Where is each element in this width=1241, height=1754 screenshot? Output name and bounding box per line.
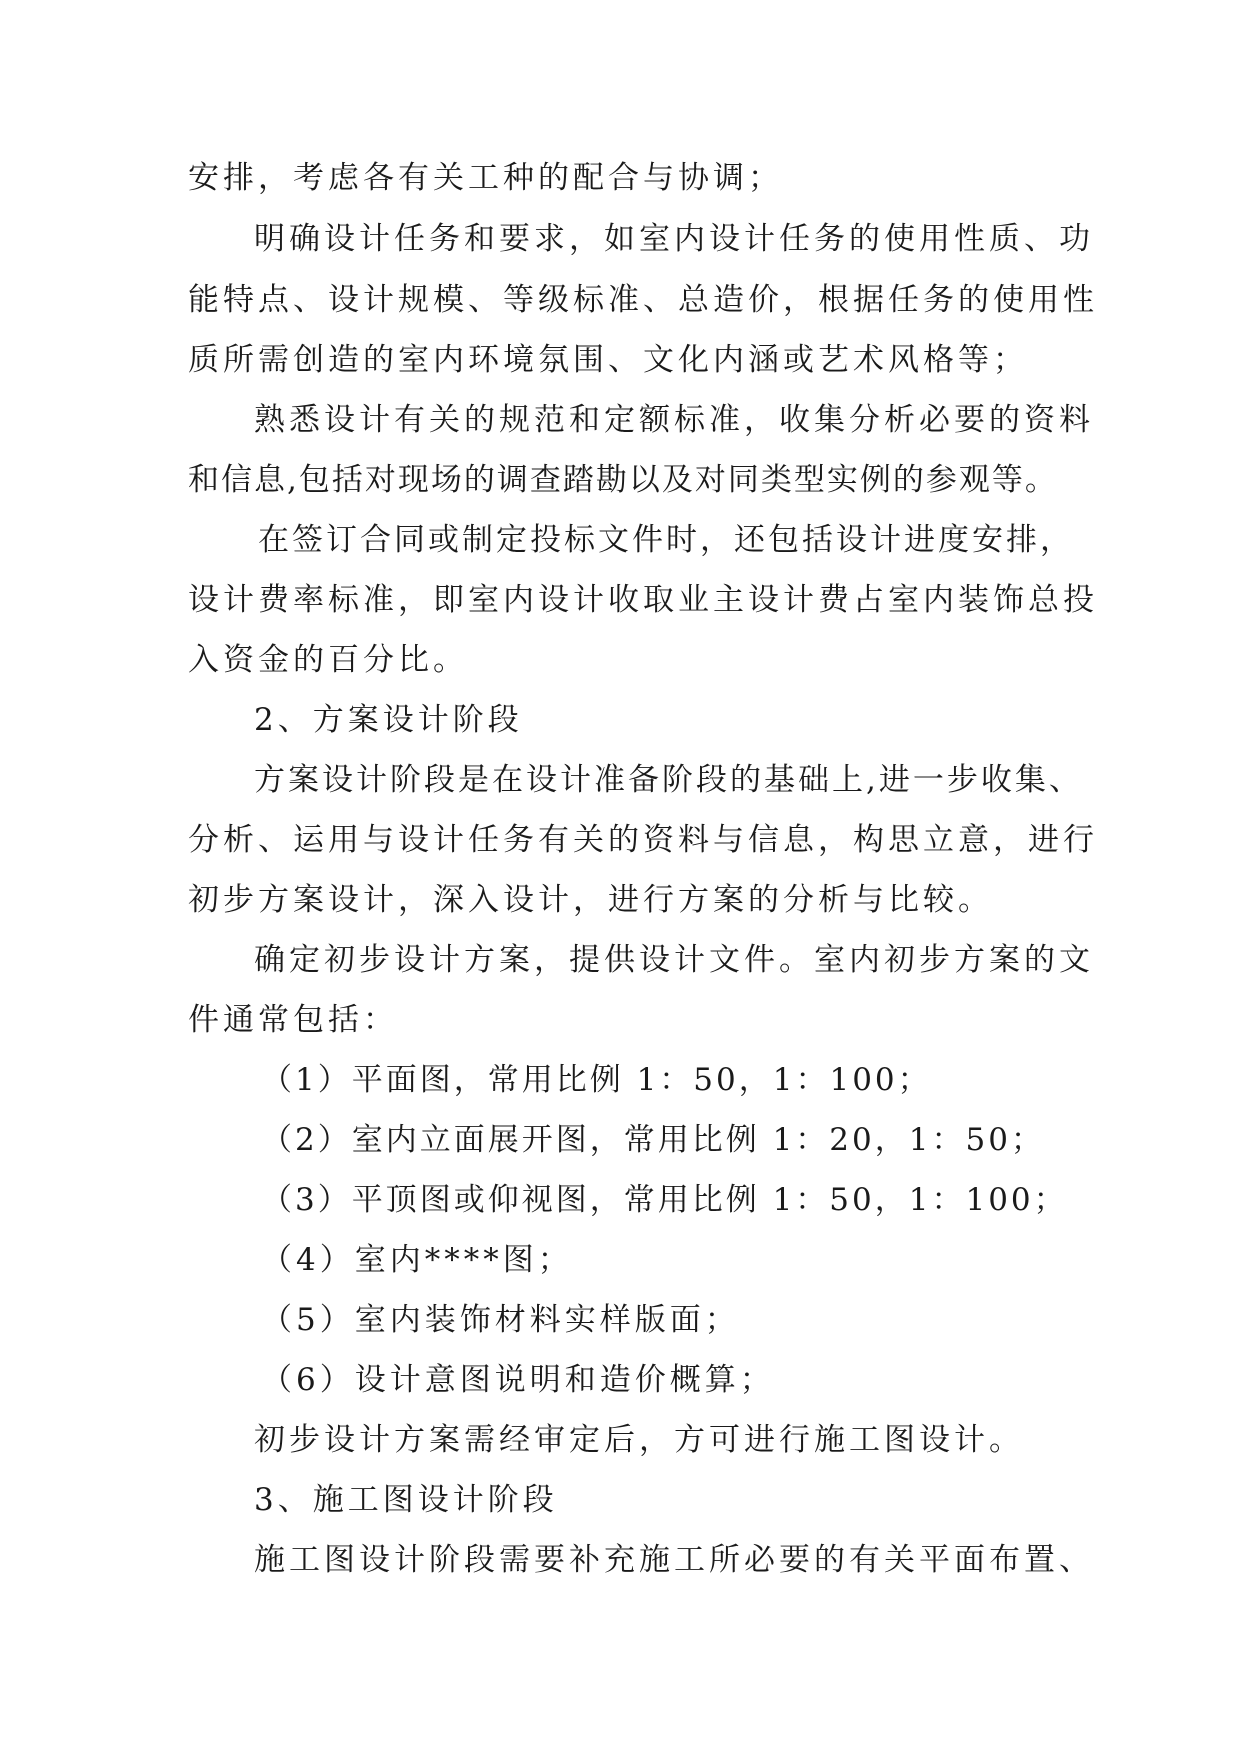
text-line: 和信息,包括对现场的调查踏勘以及对同类型实例的参观等。 (188, 462, 1058, 498)
text-line: 明确设计任务和要求，如室内设计任务的使用性质、功 (254, 221, 1094, 257)
text-line: 件通常包括： (188, 1002, 398, 1038)
text-line: 安排，考虑各有关工种的配合与协调； (188, 160, 783, 196)
text-line: 在签订合同或制定投标文件时，还包括设计进度安排， (258, 522, 1074, 558)
section-heading: 2、方案设计阶段 (254, 702, 523, 738)
text-line: 确定初步设计方案，提供设计文件。室内初步方案的文 (254, 942, 1094, 978)
text-line: 能特点、设计规模、等级标准、总造价，根据任务的使用性 (188, 282, 1098, 318)
section-heading: 3、施工图设计阶段 (254, 1482, 558, 1518)
text-line: 熟悉设计有关的规范和定额标准，收集分析必要的资料 (254, 402, 1094, 438)
text-line: 初步方案设计，深入设计，进行方案的分析与比较。 (188, 882, 993, 918)
text-line: 施工图设计阶段需要补充施工所必要的有关平面布置、 (254, 1542, 1094, 1578)
text-line: 设计费率标准，即室内设计收取业主设计费占室内装饰总投 (188, 582, 1098, 618)
list-item: （4）室内****图； (261, 1242, 573, 1278)
text-line: 入资金的百分比。 (188, 642, 468, 678)
list-item: （1）平面图，常用比例 1：50，1：100； (261, 1062, 932, 1098)
list-item: （5）室内装饰材料实样版面； (261, 1302, 740, 1338)
list-item: （6）设计意图说明和造价概算； (261, 1362, 775, 1398)
text-line: 方案设计阶段是在设计准备阶段的基础上,进一步收集、 (254, 762, 1083, 798)
text-line: 质所需创造的室内环境氛围、文化内涵或艺术风格等； (188, 342, 1028, 378)
list-item: （2）室内立面展开图，常用比例 1：20，1：50； (261, 1122, 1045, 1158)
list-item: （3）平顶图或仰视图，常用比例 1：50，1：100； (261, 1182, 1068, 1218)
text-line: 分析、运用与设计任务有关的资料与信息，构思立意，进行 (188, 822, 1098, 858)
text-line: 初步设计方案需经审定后，方可进行施工图设计。 (254, 1422, 1024, 1458)
